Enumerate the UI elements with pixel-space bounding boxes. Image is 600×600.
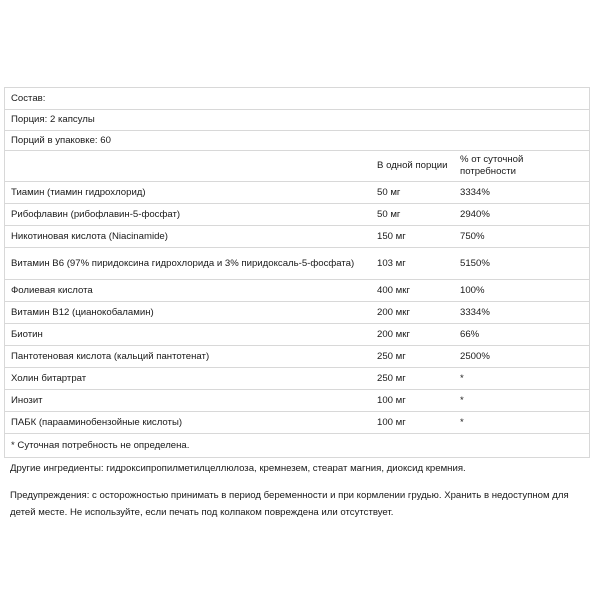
supplement-facts-panel	[4, 87, 588, 519]
nutrient-row	[5, 280, 589, 302]
nutrient-name: Холин битартрат	[11, 372, 87, 384]
warnings: Предупреждения: с осторожностью принимать в период беременности и при кормлении грудью. Хранить в недоступном для детей месте. Не используйте, если печать под колпаком повреждена или отсутствует.	[10, 490, 569, 518]
servings-per-container: Порций в упаковке: 60	[11, 134, 111, 146]
nutrient-daily-value: *	[460, 394, 464, 406]
nutrient-row	[5, 390, 589, 412]
other-ingredients: Другие ингредиенты: гидроксипропилметилцеллюлоза, кремнезем, стеарат магния, диоксид кремния.	[10, 463, 466, 474]
nutrient-daily-value: 3334%	[460, 186, 490, 198]
nutrient-daily-value: 750%	[460, 230, 485, 242]
amount-column-header: В одной порции	[377, 160, 448, 171]
nutrient-amount: 50 мг	[377, 186, 401, 198]
nutrient-amount: 150 мг	[377, 230, 406, 242]
nutrient-daily-value: 2940%	[460, 208, 490, 220]
serving-row	[5, 110, 589, 131]
nutrient-name: Тиамин (тиамин гидрохлорид)	[11, 186, 146, 198]
daily-value-column-header: % от суточной потребности	[460, 154, 524, 177]
nutrient-amount: 200 мкг	[377, 306, 410, 318]
nutrient-row	[5, 368, 589, 390]
nutrient-amount: 100 мг	[377, 394, 406, 406]
serving-size: Порция: 2 капсулы	[11, 114, 95, 125]
nutrient-amount: 400 мкг	[377, 284, 410, 296]
nutrient-row	[5, 302, 589, 324]
column-header-row	[5, 151, 589, 182]
nutrient-name: Витамин В12 (цианокобаламин)	[11, 306, 154, 318]
nutrient-daily-value: 66%	[460, 328, 480, 340]
nutrient-row	[5, 324, 589, 346]
nutrient-name: Рибофлавин (рибофлавин-5-фосфат)	[11, 208, 181, 220]
nutrient-daily-value: *	[460, 372, 464, 384]
nutrient-name: Инозит	[11, 394, 43, 406]
nutrient-name: ПАБК (парааминобензойные кислоты)	[11, 416, 183, 428]
nutrient-name: Пантотеновая кислота (кальций пантотенат)	[11, 350, 210, 362]
composition-row	[5, 88, 589, 110]
footnote-row	[5, 434, 589, 457]
footnote: * Суточная потребность не определена.	[11, 439, 190, 451]
nutrient-name: Биотин	[11, 328, 43, 340]
nutrient-daily-value: 5150%	[460, 257, 490, 269]
nutrient-amount: 100 мг	[377, 416, 406, 428]
nutrient-row	[5, 412, 589, 434]
nutrient-amount: 200 мкг	[377, 328, 410, 340]
nutrient-amount: 50 мг	[377, 208, 401, 220]
nutrient-row	[5, 346, 589, 368]
nutrient-amount: 250 мг	[377, 350, 406, 362]
nutrient-daily-value: 100%	[460, 284, 485, 296]
supplement-facts-table	[4, 87, 590, 458]
nutrient-name: Никотиновая кислота (Niacinamide)	[11, 230, 168, 242]
nutrient-row	[5, 248, 589, 280]
servings-per-container-row	[5, 131, 589, 151]
nutrient-daily-value: 3334%	[460, 306, 490, 318]
nutrient-row	[5, 204, 589, 226]
nutrient-row	[5, 226, 589, 248]
nutrient-name: Фолиевая кислота	[11, 284, 93, 296]
nutrient-amount: 250 мг	[377, 372, 406, 384]
nutrient-daily-value: 2500%	[460, 350, 490, 362]
nutrient-amount: 103 мг	[377, 257, 406, 269]
nutrient-name: Витамин В6 (97% пиридоксина гидрохлорида и 3% пиридоксаль-5-фосфата)	[11, 257, 355, 269]
composition-label: Состав:	[11, 92, 46, 104]
nutrient-daily-value: *	[460, 416, 464, 428]
nutrient-row	[5, 182, 589, 204]
